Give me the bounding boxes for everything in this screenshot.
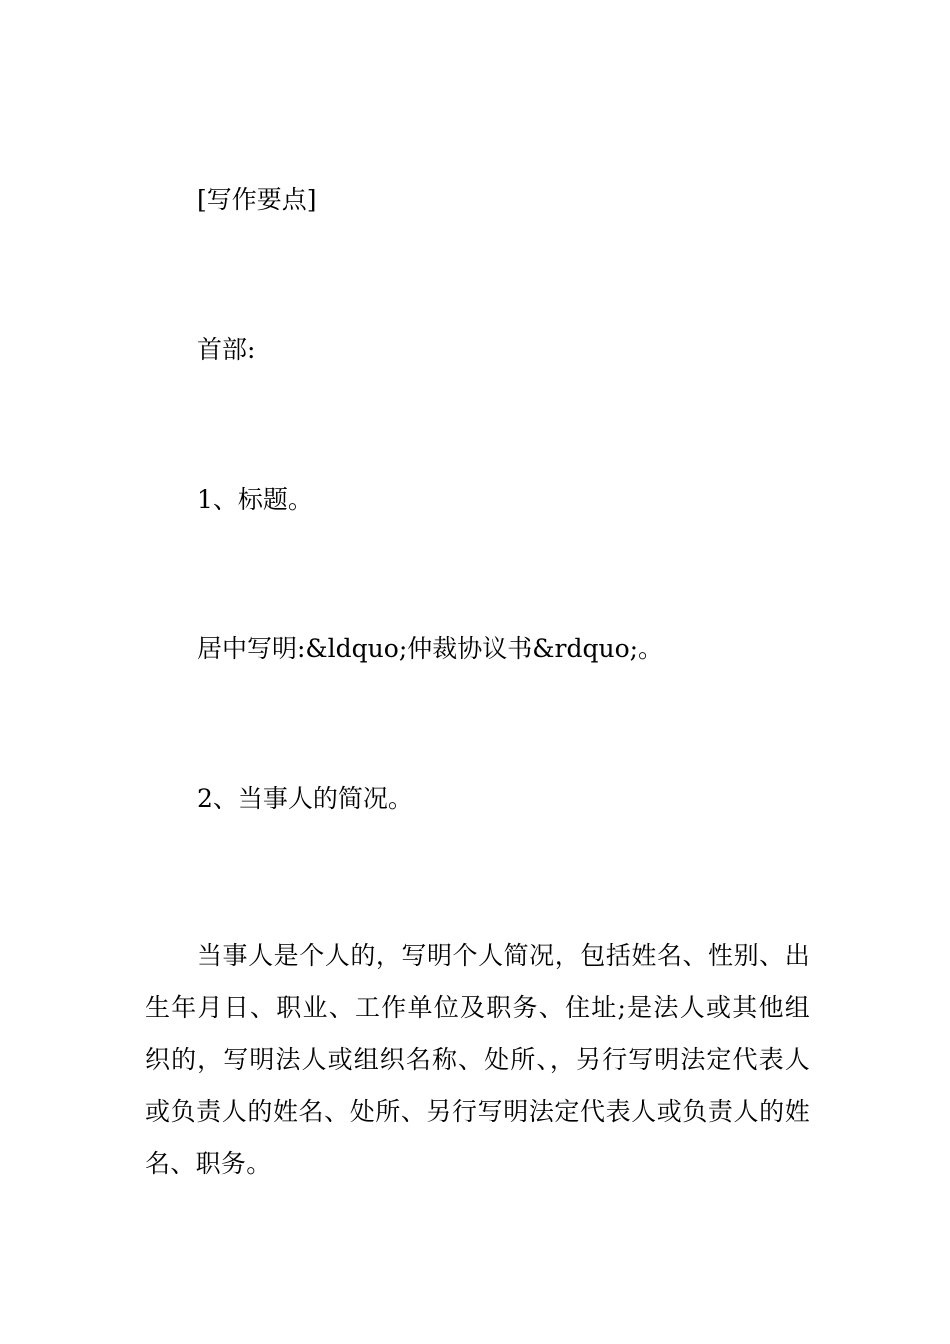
writing-points-heading: [写作要点]: [197, 185, 317, 214]
header-section-label: 首部:: [197, 335, 256, 364]
item-2-title: 2、当事人的简况。: [197, 784, 413, 813]
item-1-title: 1、标题。: [197, 485, 313, 514]
item-1-text: 居中写明:&ldquo;仲裁协议书&rdquo;。: [197, 634, 664, 663]
item-2-paragraph: 当事人是个人的，写明个人简况，包括姓名、性别、出生年月日、职业、工作单位及职务、住址;是法人或其他组织的，写明法人或组织名称、处所、，另行写明法定代表人或负责人的姓名、处所、另行写明法定代表人或负责人的姓名、职务。: [145, 941, 810, 1178]
